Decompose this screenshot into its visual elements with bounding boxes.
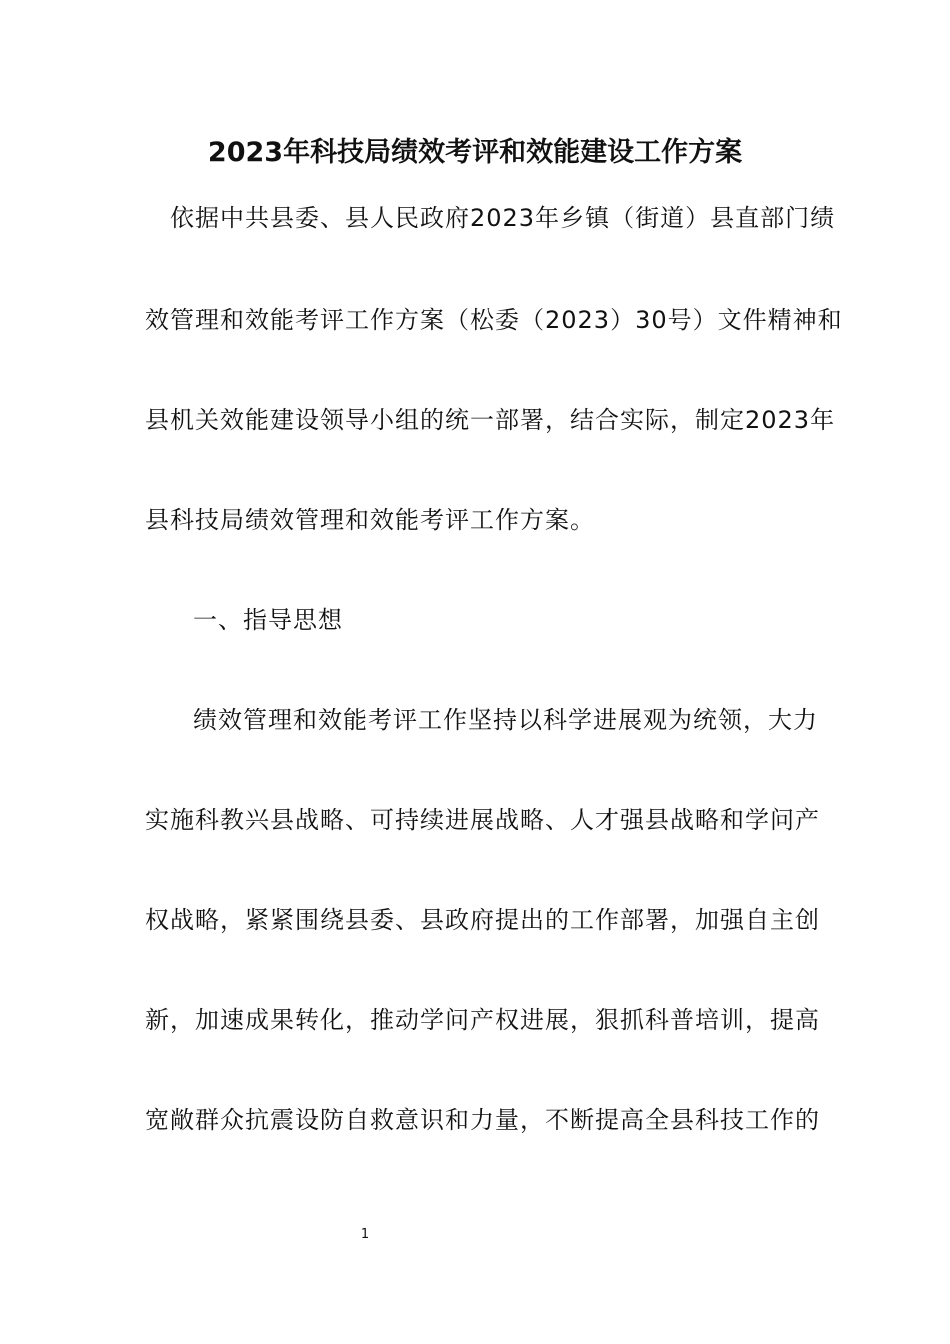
section-heading: 一、指导思想 xyxy=(193,606,343,634)
paragraph-line: 实施科教兴县战略、可持续进展战略、人才强县战略和学问产 xyxy=(145,806,820,834)
paragraph-line: 权战略，紧紧围绕县委、县政府提出的工作部署，加强自主创 xyxy=(145,906,820,934)
paragraph-line: 宽敞群众抗震设防自救意识和力量，不断提高全县科技工作的 xyxy=(145,1106,820,1134)
paragraph-line: 县科技局绩效管理和效能考评工作方案。 xyxy=(145,506,595,534)
paragraph-line: 县机关效能建设领导小组的统一部署，结合实际，制定2023年 xyxy=(145,406,836,434)
page-number: 1 xyxy=(360,1227,370,1242)
paragraph-line: 依据中共县委、县人民政府2023年乡镇（街道）县直部门绩 xyxy=(170,204,836,232)
paragraph-line: 新，加速成果转化，推动学问产权进展，狠抓科普培训，提高 xyxy=(145,1006,820,1034)
paragraph-line: 绩效管理和效能考评工作坚持以科学进展观为统领，大力 xyxy=(193,706,818,734)
document-title: 2023年科技局绩效考评和效能建设工作方案 xyxy=(207,137,743,168)
paragraph-line: 效管理和效能考评工作方案（松委（2023）30号）文件精神和 xyxy=(145,306,843,334)
